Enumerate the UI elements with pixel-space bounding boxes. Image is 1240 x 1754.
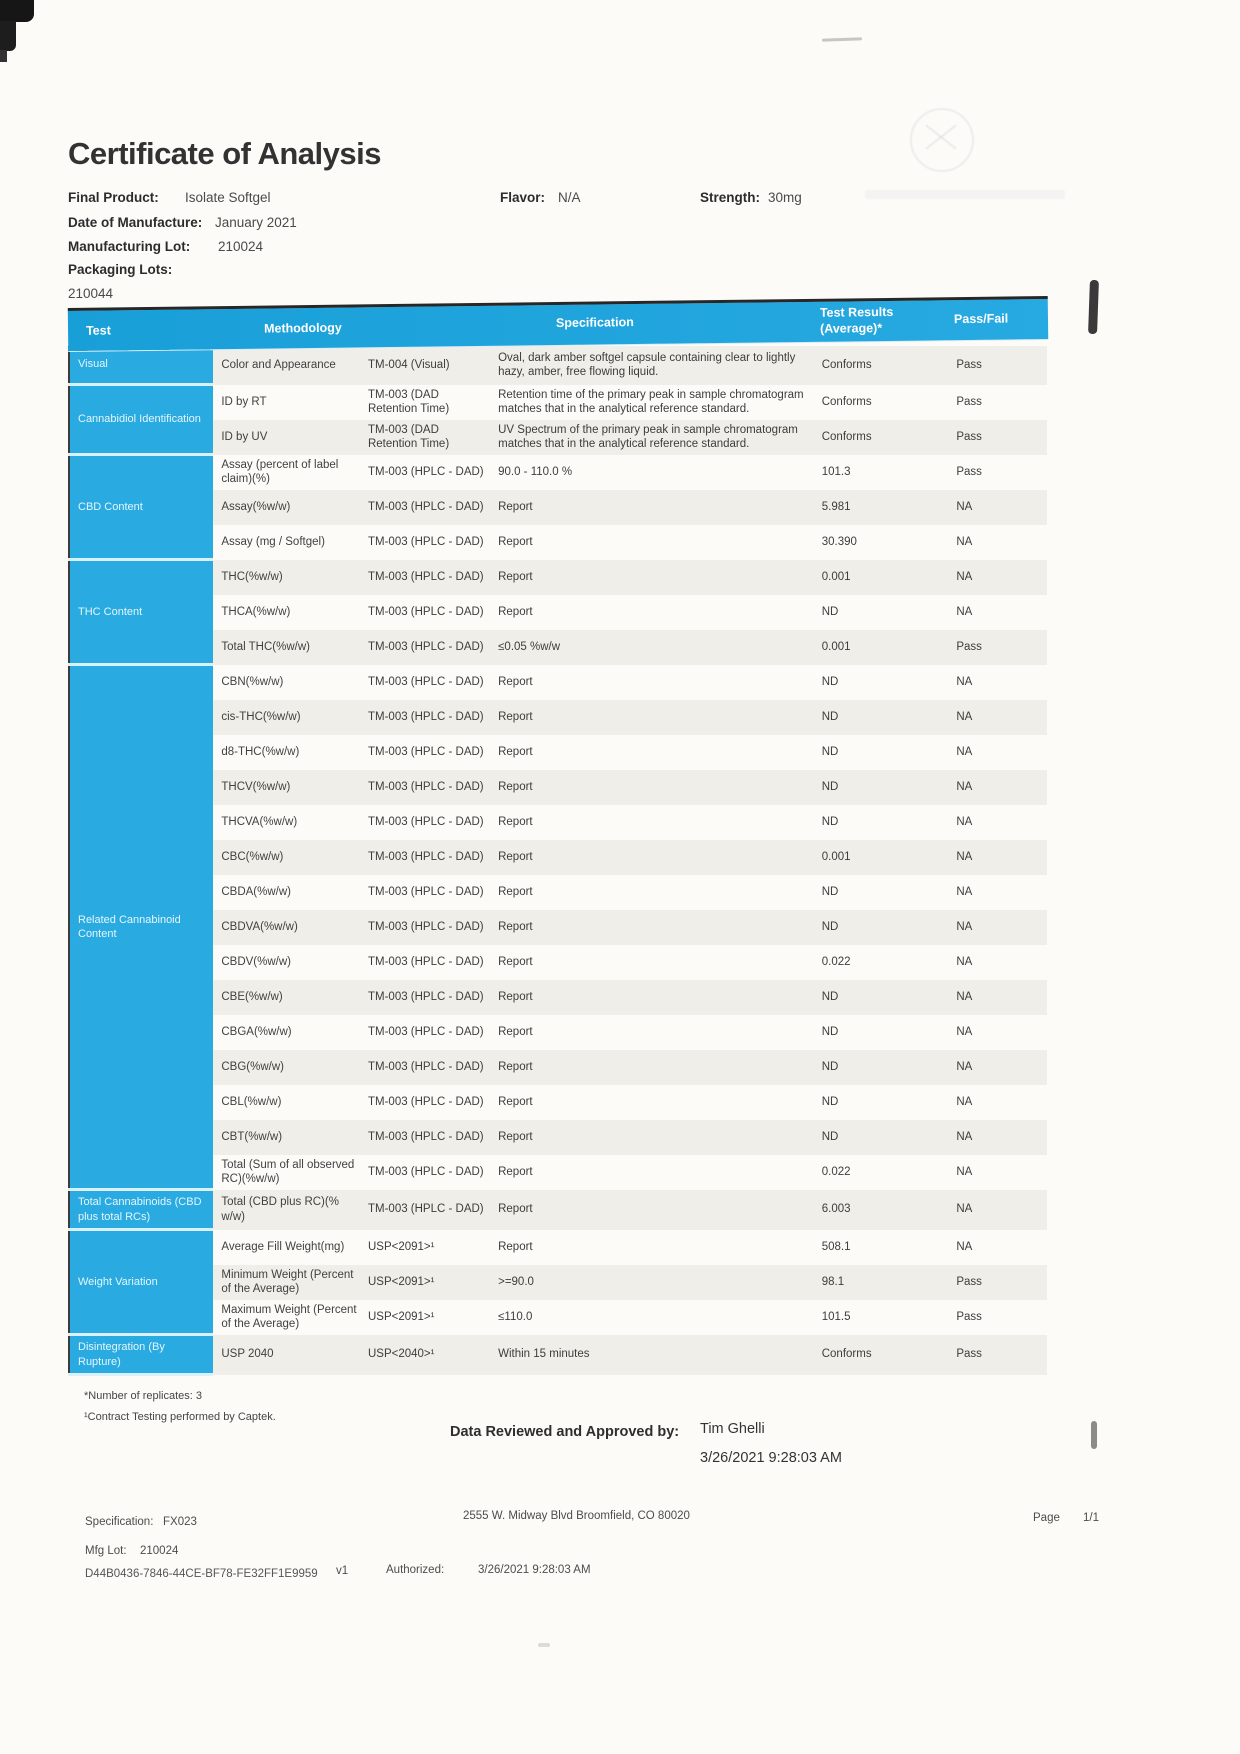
- results-table-body: [69, 346, 1047, 1375]
- cell-spec: Report: [498, 885, 533, 898]
- cell-test: Assay(%w/w): [213, 490, 364, 525]
- cell-method: TM-003 (DAD Retention Time): [367, 388, 450, 415]
- cell-result: ND: [814, 980, 949, 1015]
- col-header-test-results: Test Results (Average)*: [819, 304, 894, 337]
- strength-value: 30mg: [768, 190, 802, 205]
- cell-method: TM-003 (HPLC - DAD): [367, 1025, 484, 1038]
- cell-spec: Report: [494, 910, 814, 945]
- cell-test: ID by UV: [213, 420, 364, 455]
- cell-test: Average Fill Weight(mg): [221, 1240, 345, 1253]
- cell-method: USP<2091>¹: [364, 1265, 494, 1300]
- col-header-test: Test: [85, 323, 111, 338]
- authorized-label: Authorized:: [386, 1564, 445, 1576]
- specification-label: Specification:: [85, 1516, 154, 1528]
- cell-method: TM-003 (HPLC - DAD): [367, 605, 484, 618]
- approved-by-datetime: 3/26/2021 9:28:03 AM: [700, 1450, 842, 1466]
- cell-test: CBN(%w/w): [221, 675, 284, 688]
- cell-result: 98.1: [814, 1265, 949, 1300]
- cell-passfail: NA: [948, 1050, 1047, 1085]
- cell-test: CBL(%w/w): [221, 1095, 282, 1108]
- final-product-value: Isolate Softgel: [185, 190, 271, 205]
- cell-method: TM-003 (HPLC - DAD): [364, 910, 494, 945]
- table-row: [69, 910, 1047, 945]
- cell-passfail: Pass: [948, 1265, 1047, 1300]
- cell-method: USP<2091>¹: [367, 1240, 435, 1253]
- cell-method: TM-003 (HPLC - DAD): [364, 840, 494, 875]
- document-id: D44B0436-7846-44CE-BF78-FE32FF1E9959: [85, 1568, 318, 1580]
- scan-artifact-corner: [0, 50, 7, 62]
- watermark-circle-icon: [910, 108, 974, 172]
- table-row: [69, 385, 1047, 420]
- table-row: [69, 770, 1047, 805]
- cell-passfail: NA: [948, 980, 1047, 1015]
- footnote-replicates: *Number of replicates: 3: [84, 1390, 202, 1402]
- table-row: [69, 945, 1047, 980]
- cell-test: CBE(%w/w): [213, 980, 364, 1015]
- test-group-cell: Related Cannabinoid Content: [69, 665, 213, 1190]
- col-header-methodology: Methodology: [263, 320, 342, 336]
- cell-spec: ≤110.0: [498, 1310, 533, 1323]
- cell-test: Total (Sum of all observed RC)(%w/w): [221, 1158, 355, 1185]
- cell-test: Color and Appearance: [213, 346, 364, 385]
- cell-passfail: NA: [956, 1095, 973, 1108]
- cell-test: THCVA(%w/w): [221, 815, 298, 828]
- cell-test: USP 2040: [213, 1335, 364, 1375]
- scan-artifact-edge: [1088, 280, 1099, 334]
- cell-result: ND: [821, 745, 839, 758]
- cell-method: TM-003 (HPLC - DAD): [364, 1050, 494, 1085]
- cell-passfail: NA: [948, 1190, 1047, 1230]
- strength-label: Strength:: [700, 190, 760, 205]
- cell-passfail: NA: [956, 605, 973, 618]
- cell-result: 0.022: [821, 955, 851, 968]
- cell-spec: Report: [498, 1165, 533, 1178]
- cell-result: 5.981: [814, 490, 949, 525]
- table-row: [69, 525, 1047, 560]
- table-row: [69, 1085, 1047, 1120]
- cell-result: ND: [814, 1050, 949, 1085]
- cell-spec: Within 15 minutes: [494, 1335, 814, 1375]
- cell-result: ND: [821, 605, 839, 618]
- test-group-cell: Cannabidiol Identification: [69, 385, 213, 455]
- cell-passfail: Pass: [956, 1310, 982, 1323]
- cell-spec: Report: [494, 770, 814, 805]
- cell-passfail: Pass: [948, 346, 1047, 385]
- date-of-manufacture-label: Date of Manufacture:: [68, 215, 203, 230]
- cell-spec: Report: [498, 1240, 533, 1253]
- approved-by-label: Data Reviewed and Approved by:: [450, 1424, 680, 1440]
- cell-passfail: Pass: [956, 465, 982, 478]
- table-row: [69, 1120, 1047, 1155]
- test-group-cell: CBD Content: [69, 455, 213, 560]
- cell-passfail: NA: [956, 815, 973, 828]
- cell-test: THC(%w/w): [213, 560, 364, 595]
- table-row: [69, 490, 1047, 525]
- table-row: [69, 665, 1047, 700]
- cell-spec: Report: [498, 815, 533, 828]
- table-row: [69, 980, 1047, 1015]
- cell-test: d8-THC(%w/w): [221, 745, 300, 758]
- cell-spec: >=90.0: [494, 1265, 814, 1300]
- scan-artifact-corner: [0, 21, 16, 51]
- cell-method: TM-003 (HPLC - DAD): [364, 980, 494, 1015]
- results-table: [68, 302, 1048, 1428]
- cell-result: 101.3: [821, 465, 851, 478]
- page-number-label: Page: [1033, 1512, 1060, 1524]
- cell-test: Minimum Weight (Percent of the Average): [213, 1265, 364, 1300]
- cell-spec: Report: [494, 700, 814, 735]
- cell-method: TM-003 (HPLC - DAD): [367, 675, 484, 688]
- packaging-lots-label: Packaging Lots:: [68, 262, 173, 277]
- cell-method: TM-003 (HPLC - DAD): [364, 490, 494, 525]
- cell-passfail: NA: [956, 535, 973, 548]
- cell-method: TM-003 (DAD Retention Time): [364, 420, 494, 455]
- cell-spec: Report: [494, 980, 814, 1015]
- cell-result: ND: [814, 770, 949, 805]
- cell-passfail: NA: [948, 1120, 1047, 1155]
- cell-method: TM-003 (HPLC - DAD): [367, 535, 484, 548]
- table-row: [69, 630, 1047, 665]
- cell-spec: ≤0.05 %w/w: [494, 630, 814, 665]
- cell-test: Assay (percent of label claim)(%): [221, 458, 339, 485]
- table-row: [69, 455, 1047, 490]
- table-row: [69, 1050, 1047, 1085]
- specification-value: FX023: [163, 1516, 197, 1528]
- cell-result: 0.001: [814, 560, 949, 595]
- cell-spec: Report: [494, 560, 814, 595]
- cell-method: TM-003 (HPLC - DAD): [367, 1165, 484, 1178]
- cell-spec: Report: [498, 675, 533, 688]
- cell-passfail: NA: [956, 1240, 973, 1253]
- scan-artifact-edge: [1091, 1421, 1097, 1449]
- test-group-cell: THC Content: [69, 560, 213, 665]
- cell-passfail: NA: [956, 1025, 973, 1038]
- footnote-contract-testing: ¹Contract Testing performed by Captek.: [84, 1410, 276, 1423]
- cell-spec: Report: [494, 1120, 814, 1155]
- cell-method: TM-003 (HPLC - DAD): [364, 770, 494, 805]
- cell-test: CBG(%w/w): [213, 1050, 364, 1085]
- table-row: [69, 560, 1047, 595]
- test-group-cell: Visual: [69, 346, 213, 385]
- table-row: [69, 1335, 1047, 1375]
- page-title: Certificate of Analysis: [68, 136, 381, 171]
- cell-method: TM-003 (HPLC - DAD): [364, 1120, 494, 1155]
- table-row: [69, 1155, 1047, 1190]
- cell-method: USP<2091>¹: [367, 1310, 435, 1323]
- mfg-lot-value: 210024: [140, 1545, 179, 1557]
- cell-passfail: NA: [956, 675, 973, 688]
- cell-result: Conforms: [814, 420, 949, 455]
- cell-spec: Report: [494, 490, 814, 525]
- cell-method: TM-003 (HPLC - DAD): [367, 815, 484, 828]
- cell-method: TM-003 (HPLC - DAD): [367, 955, 484, 968]
- final-product-label: Final Product:: [68, 190, 159, 205]
- lab-address: 2555 W. Midway Blvd Broomfield, CO 80020: [463, 1510, 690, 1522]
- flavor-label: Flavor:: [500, 190, 546, 205]
- cell-passfail: NA: [956, 745, 973, 758]
- cell-method: TM-003 (HPLC - DAD): [364, 1190, 494, 1230]
- manufacturing-lot-label: Manufacturing Lot:: [68, 239, 191, 254]
- cell-spec: Report: [498, 955, 533, 968]
- cell-test: CBGA(%w/w): [221, 1025, 292, 1038]
- cell-test: Total (CBD plus RC)(% w/w): [213, 1190, 364, 1230]
- document-version: v1: [336, 1565, 349, 1577]
- cell-test: Assay (mg / Softgel): [221, 535, 325, 548]
- table-row: [69, 1265, 1047, 1300]
- footnotes: [68, 1386, 1048, 1428]
- table-row: [69, 700, 1047, 735]
- cell-passfail: NA: [948, 910, 1047, 945]
- table-header-band: [68, 296, 1048, 351]
- cell-spec: Report: [498, 745, 533, 758]
- cell-result: ND: [821, 1095, 839, 1108]
- cell-method: TM-003 (HPLC - DAD): [367, 465, 484, 478]
- cell-test: Maximum Weight (Percent of the Average): [221, 1303, 357, 1330]
- test-group-cell: Total Cannabinoids (CBD plus total RCs): [69, 1190, 213, 1230]
- cell-result: ND: [814, 700, 949, 735]
- manufacturing-lot-value: 210024: [218, 239, 264, 254]
- col-header-pass-fail: Pass/Fail: [953, 311, 1009, 327]
- cell-method: TM-003 (HPLC - DAD): [364, 700, 494, 735]
- scan-artifact-dot: [538, 1643, 550, 1647]
- cell-result: 0.022: [821, 1165, 851, 1178]
- cell-test: cis-THC(%w/w): [213, 700, 364, 735]
- cell-passfail: NA: [948, 560, 1047, 595]
- cell-result: Conforms: [814, 1335, 949, 1375]
- cell-spec: Report: [498, 605, 533, 618]
- cell-result: 508.1: [821, 1240, 851, 1253]
- cell-spec: Report: [498, 1025, 533, 1038]
- cell-test: CBDVA(%w/w): [213, 910, 364, 945]
- cell-spec: Retention time of the primary peak in sample chromatogram matches that in the analytical reference standard.: [498, 388, 804, 415]
- cell-passfail: NA: [956, 955, 973, 968]
- cell-passfail: Pass: [948, 630, 1047, 665]
- flavor-value: N/A: [558, 190, 581, 205]
- table-row: [69, 875, 1047, 910]
- table-row: [69, 1190, 1047, 1230]
- cell-test: ID by RT: [221, 395, 267, 408]
- cell-passfail: NA: [948, 700, 1047, 735]
- scan-artifact-dash: [822, 37, 862, 41]
- date-of-manufacture-value: January 2021: [215, 215, 297, 230]
- cell-result: ND: [821, 815, 839, 828]
- cell-spec: Oval, dark amber softgel capsule containing clear to lightly hazy, amber, free flowing liquid.: [494, 346, 814, 385]
- cell-result: 0.001: [814, 630, 949, 665]
- cell-passfail: NA: [948, 490, 1047, 525]
- mfg-lot-label: Mfg Lot:: [85, 1545, 127, 1557]
- cell-test: THCV(%w/w): [213, 770, 364, 805]
- cell-result: 6.003: [814, 1190, 949, 1230]
- cell-passfail: NA: [956, 885, 973, 898]
- cell-passfail: Pass: [948, 420, 1047, 455]
- brand-watermark-logo: [895, 108, 1075, 218]
- cell-result: 30.390: [821, 535, 857, 548]
- cell-result: ND: [814, 1120, 949, 1155]
- cell-test: CBDA(%w/w): [221, 885, 291, 898]
- col-header-specification: Specification: [555, 315, 634, 331]
- approved-by-name: Tim Ghelli: [700, 1421, 765, 1437]
- cell-method: TM-003 (HPLC - DAD): [364, 560, 494, 595]
- test-group-cell: Weight Variation: [69, 1230, 213, 1335]
- packaging-lots-value: 210044: [68, 286, 114, 301]
- authorized-datetime: 3/26/2021 9:28:03 AM: [478, 1564, 591, 1576]
- cell-spec: Report: [498, 535, 533, 548]
- cell-method: TM-004 (Visual): [364, 346, 494, 385]
- cell-result: 101.5: [821, 1310, 851, 1323]
- table-row: [69, 1230, 1047, 1265]
- cell-method: TM-003 (HPLC - DAD): [367, 745, 484, 758]
- cell-result: 0.001: [814, 840, 949, 875]
- table-row: [69, 346, 1047, 385]
- cell-passfail: Pass: [956, 395, 982, 408]
- table-row: [69, 805, 1047, 840]
- cell-passfail: NA: [956, 1165, 973, 1178]
- results-table-grid: [68, 346, 1048, 1376]
- table-row: [69, 840, 1047, 875]
- table-row: [69, 735, 1047, 770]
- cell-test: Total THC(%w/w): [213, 630, 364, 665]
- page-number-value: 1/1: [1083, 1512, 1099, 1524]
- cell-result: Conforms: [821, 395, 872, 408]
- cell-method: TM-003 (HPLC - DAD): [364, 630, 494, 665]
- watermark-text-ghost: [865, 190, 1065, 199]
- cell-result: ND: [821, 885, 839, 898]
- table-row: [69, 420, 1047, 455]
- cell-spec: UV Spectrum of the primary peak in sample chromatogram matches that in the analytical reference standard.: [494, 420, 814, 455]
- cell-method: TM-003 (HPLC - DAD): [367, 885, 484, 898]
- test-group-cell: Disintegration (By Rupture): [69, 1335, 213, 1375]
- table-row: [69, 595, 1047, 630]
- cell-test: THCA(%w/w): [221, 605, 291, 618]
- cell-test: CBDV(%w/w): [221, 955, 291, 968]
- cell-spec: 90.0 - 110.0 %: [498, 465, 573, 478]
- cell-spec: Report: [498, 1095, 533, 1108]
- table-row: [69, 1300, 1047, 1335]
- cell-result: ND: [821, 1025, 839, 1038]
- cell-result: Conforms: [814, 346, 949, 385]
- cell-spec: Report: [494, 1190, 814, 1230]
- cell-result: ND: [821, 675, 839, 688]
- cell-method: USP<2040>¹: [364, 1335, 494, 1375]
- table-row: [69, 1015, 1047, 1050]
- cell-test: CBT(%w/w): [213, 1120, 364, 1155]
- cell-spec: Report: [494, 1050, 814, 1085]
- cell-passfail: NA: [948, 770, 1047, 805]
- cell-result: ND: [814, 910, 949, 945]
- cell-spec: Report: [494, 840, 814, 875]
- cell-passfail: Pass: [948, 1335, 1047, 1375]
- cell-passfail: NA: [948, 840, 1047, 875]
- cell-method: TM-003 (HPLC - DAD): [367, 1095, 484, 1108]
- cell-test: CBC(%w/w): [213, 840, 364, 875]
- scan-artifact-corner: [0, 0, 34, 22]
